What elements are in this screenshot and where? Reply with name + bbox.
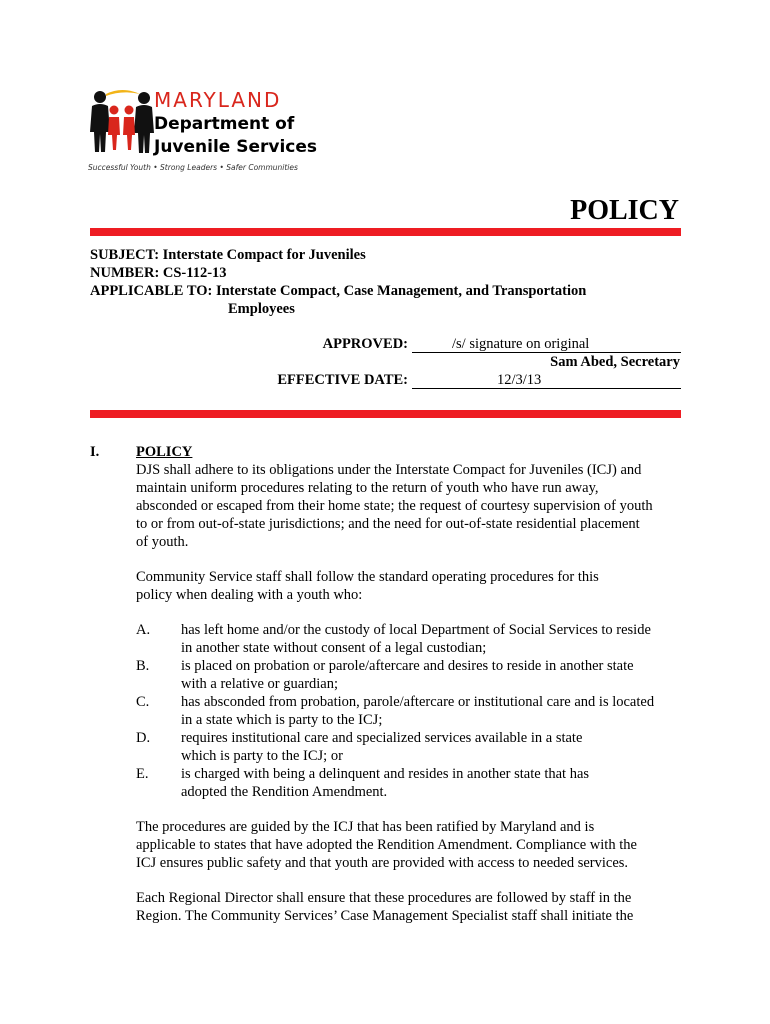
effective-date-line <box>412 371 681 389</box>
paragraph-line: applicable to states that have adopted the Rendition Amendment. Compliance with the <box>136 837 637 853</box>
list-item-line: in a state which is party to the ICJ; <box>181 712 383 728</box>
list-item-line: is placed on probation or parole/aftercare and desires to reside in another state <box>181 658 634 674</box>
logo-tagline: Successful Youth • Strong Leaders • Safer Communities <box>88 163 298 172</box>
list-item-letter: B. <box>136 658 150 674</box>
logo-state-name: MARYLAND <box>154 88 282 112</box>
list-item-line: which is party to the ICJ; or <box>181 748 343 764</box>
signer-name: Sam Abed, Secretary <box>550 354 680 370</box>
applicable-to-line: APPLICABLE TO: Interstate Compact, Case Management, and Transportation <box>90 283 587 299</box>
header-divider-top <box>90 228 681 236</box>
policy-number-line: NUMBER: CS-112-13 <box>90 265 227 281</box>
section-number: I. <box>90 444 100 460</box>
criteria-list <box>136 621 684 801</box>
header-divider-bottom <box>90 410 681 418</box>
document-type-heading: POLICY <box>570 195 679 226</box>
paragraph-line: Region. The Community Services’ Case Management Specialist staff shall initiate the <box>136 908 634 924</box>
list-item-line: is charged with being a delinquent and resides in another state that has <box>181 766 590 782</box>
paragraph-line: Community Service staff shall follow the standard operating procedures for this <box>136 569 599 585</box>
policy-paragraph-4 <box>136 889 684 925</box>
paragraph-line: policy when dealing with a youth who: <box>136 587 363 603</box>
paragraph-line: to or from out-of-state jurisdictions; and the need for out-of-state residential placement <box>136 516 640 532</box>
list-item <box>136 729 684 765</box>
policy-paragraph-2 <box>136 568 684 604</box>
applicable-to-continuation: Employees <box>228 301 295 317</box>
approved-label: APPROVED: <box>322 336 408 352</box>
logo-agency-line1: Department of <box>154 114 295 134</box>
list-item-letter: C. <box>136 694 150 710</box>
approved-signature-line <box>412 335 681 353</box>
list-item-line: has left home and/or the custody of local Department of Social Services to reside <box>181 622 651 638</box>
family-figures-icon <box>88 88 154 156</box>
list-item-line: has absconded from probation, parole/aftercare or institutional care and is located <box>181 694 655 710</box>
section-title: POLICY <box>136 444 193 460</box>
list-item-line: requires institutional care and specialized services available in a state <box>181 730 583 746</box>
agency-logo <box>88 88 318 178</box>
list-item-line: with a relative or guardian; <box>181 676 339 692</box>
approved-signature-value: /s/ signature on original <box>452 336 590 352</box>
paragraph-line: absconded or escaped from their home state; the request of courtesy supervision of youth <box>136 498 653 514</box>
policy-paragraph-3 <box>136 818 684 872</box>
list-item-letter: D. <box>136 730 151 746</box>
list-item <box>136 765 684 801</box>
paragraph-line: DJS shall adhere to its obligations under the Interstate Compact for Juveniles (ICJ) and <box>136 462 642 478</box>
list-item-letter: E. <box>136 766 149 782</box>
list-item <box>136 693 684 729</box>
paragraph-line: Each Regional Director shall ensure that these procedures are followed by staff in the <box>136 890 632 906</box>
subject-line: SUBJECT: Interstate Compact for Juveniles <box>90 247 366 263</box>
effective-date-value: 12/3/13 <box>497 372 542 388</box>
logo-agency-line2: Juvenile Services <box>154 137 318 157</box>
list-item-letter: A. <box>136 622 151 638</box>
paragraph-line: The procedures are guided by the ICJ that has been ratified by Maryland and is <box>136 819 595 835</box>
list-item-line: in another state without consent of a legal custodian; <box>181 640 487 656</box>
list-item <box>136 621 684 657</box>
policy-paragraph-1 <box>136 461 684 551</box>
paragraph-line: of youth. <box>136 534 189 550</box>
list-item-line: adopted the Rendition Amendment. <box>181 784 388 800</box>
list-item <box>136 657 684 693</box>
paragraph-line: maintain uniform procedures relating to the return of youth who have run away, <box>136 480 599 496</box>
paragraph-line: ICJ ensures public safety and that youth are provided with access to needed services. <box>136 855 629 871</box>
effective-date-label: EFFECTIVE DATE: <box>277 372 408 388</box>
